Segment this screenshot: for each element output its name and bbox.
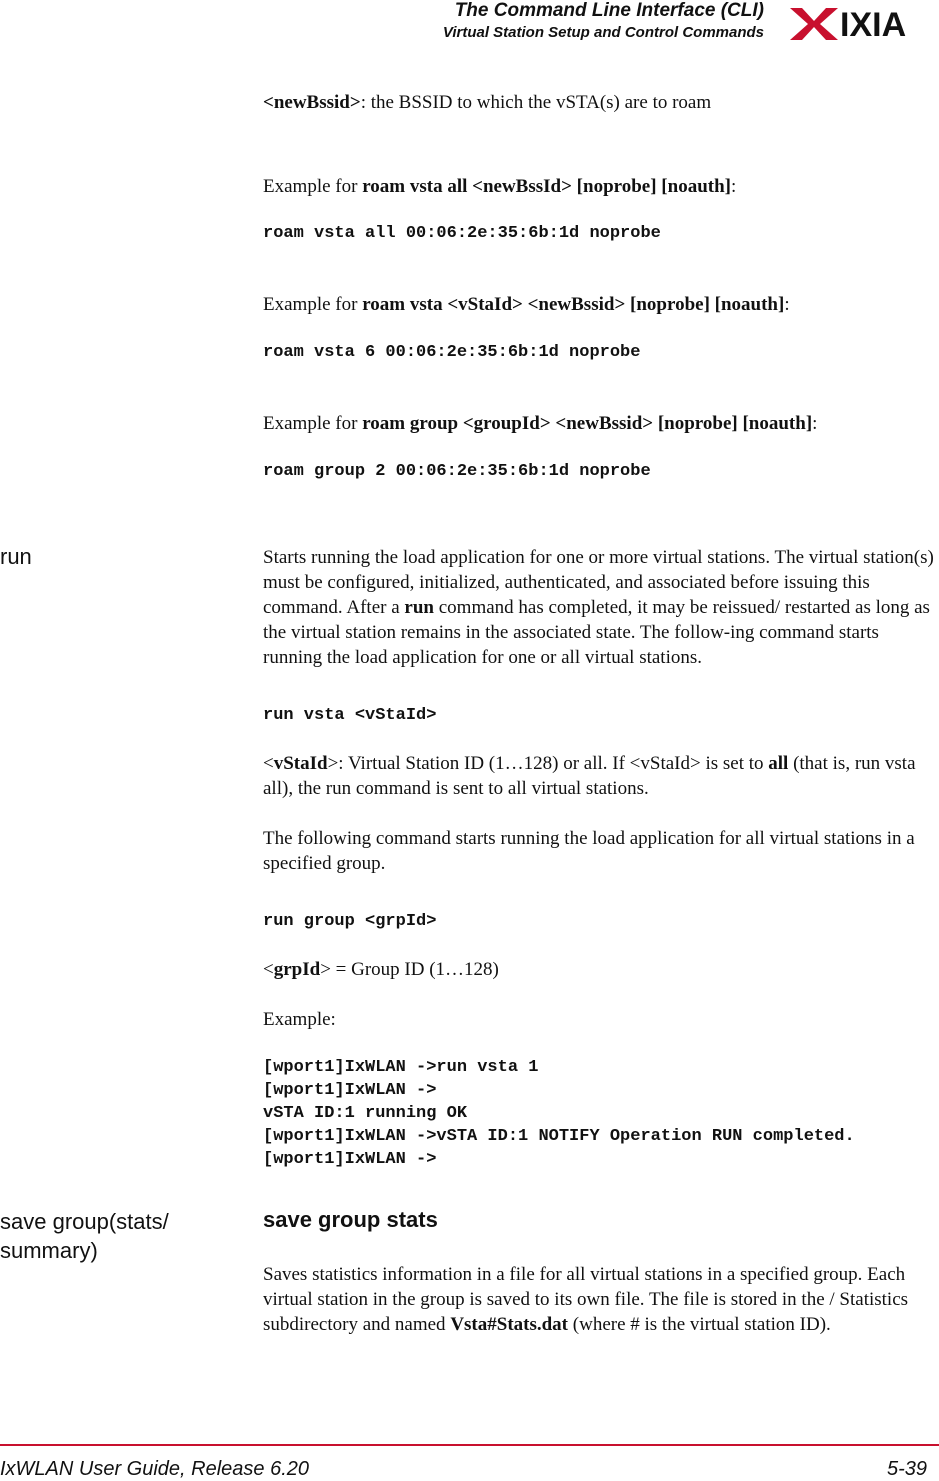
vstaid-definition: <vStaId>: Virtual Station ID (1…128) or all. If <vStaId> is set to all (that is, run vsta all), the run command is sent to all virtual stations. [263, 753, 916, 799]
header-title: The Command Line Interface (CLI) [454, 0, 764, 21]
page-number: 5-39 [886, 1458, 927, 1480]
ixia-logo [786, 2, 936, 44]
grpid-definition: <grpId> = Group ID (1…128) [263, 959, 499, 980]
roam-example-3-label: Example for roam group <groupId> <newBssid> [noprobe] [noauth]: [263, 413, 818, 434]
roam-example-2-label: Example for roam vsta <vStaId> <newBssid> [noprobe] [noauth]: [263, 294, 790, 315]
footer-rule [0, 1444, 939, 1446]
run-group-syntax: run group <grpId> [263, 912, 437, 931]
run-group-description: The following command starts running the load application for all virtual stations in a specified group. [263, 828, 915, 874]
roam-example-1-label: Example for roam vsta all <newBssId> [noprobe] [noauth]: [263, 176, 737, 197]
header-subtitle: Virtual Station Setup and Control Commands [442, 24, 764, 41]
save-side-heading: save group(stats/ summary) [0, 1209, 169, 1263]
footer-guide-title: IxWLAN User Guide, Release 6.20 [0, 1458, 310, 1480]
save-description: Saves statistics information in a file for all virtual stations in a specified group. Each virtual station in the group is saved to its own file. The file is stored in the / Statistics subdirectory and named Vsta#Stats.dat (where # is the virtual station ID). [263, 1264, 909, 1335]
roam-example-2-code: roam vsta 6 00:06:2e:35:6b:1d noprobe [263, 343, 641, 362]
run-example-code: [wport1]IxWLAN ->run vsta 1 [wport1]IxWLAN -> vSTA ID:1 running OK [wport1]IxWLAN ->vSTA ID:1 NOTIFY Operation RUN completed. [wport1]IxWLAN -> [263, 1058, 855, 1169]
roam-example-1-code: roam vsta all 00:06:2e:35:6b:1d noprobe [263, 224, 661, 243]
run-vsta-syntax: run vsta <vStaId> [263, 706, 437, 725]
example-label: Example: [263, 1009, 336, 1030]
run-side-heading: run [0, 544, 32, 569]
logo-text: IXIA [840, 6, 907, 44]
newbssid-term: <newBssid> [263, 92, 361, 113]
save-group-stats-heading: save group stats [263, 1207, 438, 1232]
newbssid-definition: <newBssid>: the BSSID to which the vSTA(s) are to roam [263, 92, 712, 113]
roam-example-3-code: roam group 2 00:06:2e:35:6b:1d noprobe [263, 462, 651, 481]
run-description: Starts running the load application for one or more virtual stations. The virtual station(s) must be configured, initialized, authenticated, and associated before issuing this command. After a run command has completed, it may be reissued/ restarted as long as the virtual station remains in the associated state. The follow-ing command starts running the load application for one or all virtual stations. [263, 547, 934, 668]
